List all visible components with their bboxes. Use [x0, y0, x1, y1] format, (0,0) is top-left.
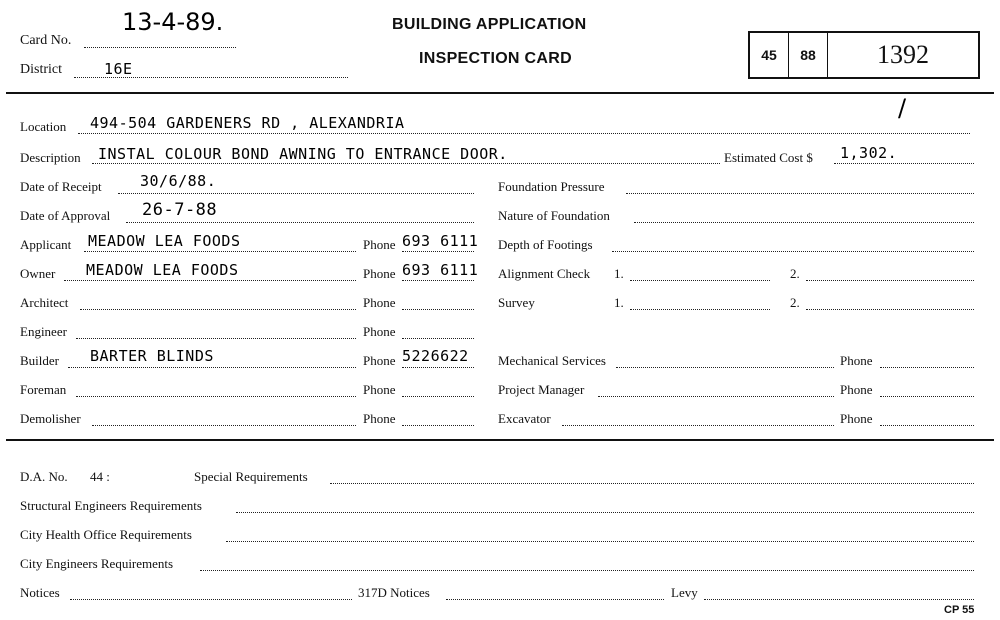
form-title: BUILDING APPLICATION [392, 16, 587, 33]
mechanical-services-line [616, 367, 834, 368]
form-code: CP 55 [944, 604, 975, 616]
form-subtitle: INSPECTION CARD [419, 50, 572, 67]
survey-line1 [630, 309, 770, 310]
alignment-check-num2: 2. [790, 266, 800, 281]
owner-value: MEADOW LEA FOODS [86, 261, 239, 279]
card-box-2: 88 [800, 47, 816, 63]
header-divider [6, 92, 994, 94]
excavator-phone-label: Phone [840, 411, 873, 426]
notices-317d-label: 317D Notices [358, 585, 430, 600]
survey-num2: 2. [790, 295, 800, 310]
survey-line2 [806, 309, 974, 310]
project-manager-phone-label: Phone [840, 382, 873, 397]
applicant-line [84, 251, 356, 252]
date-receipt-line [118, 193, 474, 194]
foreman-label: Foreman [20, 382, 67, 397]
project-manager-label: Project Manager [498, 382, 585, 397]
card-box-3: 1392 [877, 40, 929, 69]
project-manager-phone-line [880, 396, 974, 397]
district-value: 16E [104, 60, 133, 78]
demolisher-phone-line [402, 425, 474, 426]
location-line [78, 133, 970, 134]
survey-num1: 1. [614, 295, 624, 310]
owner-label: Owner [20, 266, 56, 281]
estimated-cost-value: 1,302. [840, 144, 898, 162]
da-no-label: D.A. No. [20, 469, 68, 484]
levy-line [704, 599, 974, 600]
foreman-phone-line [402, 396, 474, 397]
card-box-1: 45 [761, 47, 777, 63]
owner-phone-line [402, 280, 474, 281]
structural-engineers-line [236, 512, 974, 513]
estimated-cost-line [834, 163, 974, 164]
estimated-cost-label: Estimated Cost $ [724, 150, 813, 165]
card-no-value: 13-4-89. [122, 8, 224, 36]
builder-label: Builder [20, 353, 59, 368]
da-no-value: 44 : [90, 469, 110, 484]
levy-label: Levy [671, 585, 698, 600]
mechanical-services-label: Mechanical Services [498, 353, 606, 368]
location-value: 494-504 GARDENERS RD , ALEXANDRIA [90, 114, 405, 132]
notices-317d-line [446, 599, 664, 600]
date-receipt-label: Date of Receipt [20, 179, 102, 194]
architect-phone-line [402, 309, 474, 310]
foundation-pressure-label: Foundation Pressure [498, 179, 605, 194]
engineer-phone-label: Phone [363, 324, 396, 339]
demolisher-line [92, 425, 356, 426]
engineer-label: Engineer [20, 324, 67, 339]
alignment-check-label: Alignment Check [498, 266, 591, 281]
city-health-label: City Health Office Requirements [20, 527, 192, 542]
card-number-boxes [748, 31, 980, 79]
applicant-value: MEADOW LEA FOODS [88, 232, 241, 250]
special-requirements-line [330, 483, 974, 484]
engineer-line [76, 338, 356, 339]
description-label: Description [20, 150, 81, 165]
alignment-check-num1: 1. [614, 266, 624, 281]
description-value: INSTAL COLOUR BOND AWNING TO ENTRANCE DOOR. [98, 145, 508, 163]
description-line [92, 163, 720, 164]
excavator-line [562, 425, 834, 426]
alignment-check-line1 [630, 280, 770, 281]
demolisher-phone-label: Phone [363, 411, 396, 426]
applicant-phone-value: 693 6111 [402, 232, 479, 250]
district-label: District [20, 62, 62, 77]
nature-foundation-line [634, 222, 974, 223]
builder-phone-label: Phone [363, 353, 396, 368]
builder-line [68, 367, 356, 368]
date-receipt-value: 30/6/88. [140, 172, 217, 190]
architect-line [80, 309, 356, 310]
city-health-line [226, 541, 974, 542]
location-check-mark: / [898, 94, 907, 122]
date-approval-value: 26-7-88 [142, 200, 218, 220]
alignment-check-line2 [806, 280, 974, 281]
demolisher-label: Demolisher [20, 411, 81, 426]
builder-phone-line [402, 367, 474, 368]
city-engineers-line [200, 570, 974, 571]
mechanical-phone-label: Phone [840, 353, 873, 368]
applicant-phone-line [402, 251, 474, 252]
excavator-phone-line [880, 425, 974, 426]
owner-phone-label: Phone [363, 266, 396, 281]
excavator-label: Excavator [498, 411, 551, 426]
builder-phone-value: 5226622 [402, 347, 469, 365]
architect-label: Architect [20, 295, 69, 310]
notices-label: Notices [20, 585, 60, 600]
city-engineers-label: City Engineers Requirements [20, 556, 174, 571]
date-approval-line [126, 222, 474, 223]
owner-line [64, 280, 356, 281]
card-no-label: Card No. [20, 33, 72, 48]
survey-label: Survey [498, 295, 535, 310]
structural-engineers-label: Structural Engineers Requirements [20, 498, 202, 513]
foreman-line [76, 396, 356, 397]
builder-value: BARTER BLINDS [90, 347, 214, 365]
card-no-line [84, 47, 236, 48]
location-label: Location [20, 119, 67, 134]
architect-phone-label: Phone [363, 295, 396, 310]
owner-phone-value: 693 6111 [402, 261, 479, 279]
depth-footings-label: Depth of Footings [498, 237, 593, 252]
nature-foundation-label: Nature of Foundation [498, 208, 610, 223]
special-requirements-label: Special Requirements [194, 469, 308, 484]
notices-line [70, 599, 352, 600]
engineer-phone-line [402, 338, 474, 339]
foundation-pressure-line [626, 193, 974, 194]
applicant-phone-label: Phone [363, 237, 396, 252]
project-manager-line [598, 396, 834, 397]
applicant-label: Applicant [20, 237, 72, 252]
foreman-phone-label: Phone [363, 382, 396, 397]
date-approval-label: Date of Approval [20, 208, 111, 223]
mechanical-phone-line [880, 367, 974, 368]
depth-footings-line [612, 251, 974, 252]
section-divider [6, 439, 994, 441]
